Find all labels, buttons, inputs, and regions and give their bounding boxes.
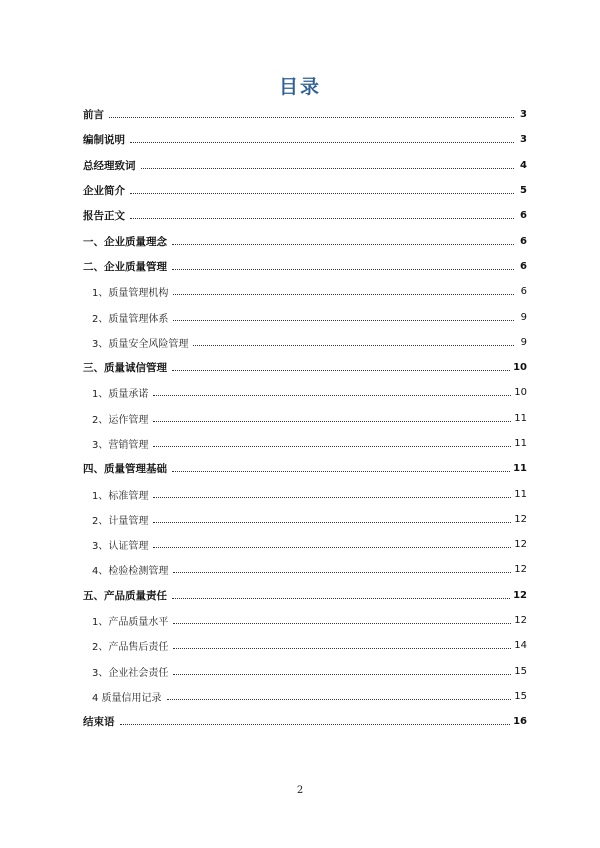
toc-entry-title: 2、计量管理: [92, 512, 150, 527]
toc-entry[interactable]: [83, 228, 527, 253]
toc-entry[interactable]: [83, 431, 527, 456]
toc-entry-page: 12: [514, 539, 527, 551]
toc-entry[interactable]: [83, 659, 527, 684]
toc-entry-title: 3、企业社会责任: [92, 664, 170, 679]
toc-entry-title: 2、运作管理: [92, 411, 150, 426]
toc-entry-title: 3、质量安全风险管理: [92, 335, 190, 350]
toc-entry-title: 1、标准管理: [92, 487, 150, 502]
toc-entry-title: 四、质量管理基础: [83, 463, 167, 476]
toc-entry-page: 3: [520, 109, 527, 121]
dot-leader: [153, 487, 511, 498]
toc-entry-page: 15: [514, 690, 527, 702]
toc-entry[interactable]: [83, 583, 527, 608]
dot-leader: [173, 664, 511, 675]
toc-entry[interactable]: [83, 456, 527, 481]
toc-entry-page: 15: [514, 665, 527, 677]
toc-entry[interactable]: [83, 178, 527, 203]
toc-entry[interactable]: [83, 709, 527, 734]
toc-entry-page: 6: [520, 235, 527, 247]
toc-entry-page: 9: [520, 311, 527, 323]
toc-entry[interactable]: [83, 279, 527, 304]
dot-leader: [153, 537, 511, 548]
page-title: 目录: [278, 76, 321, 98]
toc-entry[interactable]: [83, 127, 527, 152]
toc-entry[interactable]: [83, 153, 527, 178]
toc-entry[interactable]: [83, 102, 527, 127]
dot-leader: [193, 335, 514, 346]
dot-leader: [167, 689, 512, 700]
toc-entry-title: 1、质量承诺: [92, 385, 150, 400]
toc-entry-title: 总经理致词: [83, 159, 136, 172]
toc-entry-title: 前言: [83, 109, 104, 122]
toc-entry-page: 11: [513, 463, 527, 475]
toc-entry[interactable]: [83, 330, 527, 355]
dot-leader: [172, 360, 510, 371]
toc-entry-page: 14: [514, 640, 527, 652]
toc-entry-page: 6: [520, 286, 527, 298]
dot-leader: [153, 436, 511, 447]
toc-entry[interactable]: [83, 254, 527, 279]
toc-entry-title: 3、营销管理: [92, 436, 150, 451]
page-number: 2: [296, 785, 304, 796]
dot-leader: [153, 512, 511, 523]
toc-entry[interactable]: [83, 304, 527, 329]
toc-entry-page: 11: [514, 412, 527, 424]
toc-entry[interactable]: [83, 380, 527, 405]
toc-entry-page: 12: [514, 513, 527, 525]
toc-entry[interactable]: [83, 406, 527, 431]
toc-entry[interactable]: [83, 481, 527, 506]
toc-entry[interactable]: [83, 633, 527, 658]
toc-entry-title: 一、企业质量理念: [83, 235, 167, 248]
toc-entry-page: 3: [520, 134, 527, 146]
toc-entry-title: 报告正文: [83, 210, 125, 223]
toc-entry-page: 10: [514, 387, 527, 399]
dot-leader: [153, 411, 511, 422]
toc-entry-title: 编制说明: [83, 134, 125, 147]
toc-entry[interactable]: [83, 557, 527, 582]
toc-entry-title: 4、检验检测管理: [92, 562, 170, 577]
toc-entry-page: 11: [514, 438, 527, 449]
toc-entry-title: 企业简介: [83, 185, 125, 198]
dot-leader: [173, 284, 514, 295]
toc-entry-title: 3、认证管理: [92, 537, 150, 552]
toc-entry-page: 5: [520, 185, 527, 197]
dot-leader: [172, 588, 510, 599]
toc-entry[interactable]: [83, 608, 527, 633]
dot-leader: [141, 158, 515, 169]
toc-entry[interactable]: [83, 532, 527, 557]
toc-entry-page: 12: [513, 589, 527, 601]
dot-leader: [172, 234, 514, 245]
toc-entry-page: 10: [513, 362, 527, 374]
toc-entry[interactable]: [83, 203, 527, 228]
dot-leader: [173, 310, 514, 321]
toc-entry-title: 结束语: [83, 716, 115, 729]
dot-leader: [120, 714, 511, 725]
toc-entry-page: 6: [520, 260, 527, 272]
toc-entry-page: 11: [514, 488, 527, 500]
dot-leader: [153, 385, 511, 396]
dot-leader: [172, 461, 510, 472]
toc-entry-title: 1、产品质量水平: [92, 613, 170, 628]
dot-leader: [172, 259, 514, 270]
toc-entry-page: 9: [520, 336, 527, 348]
table-of-contents: [83, 102, 527, 734]
dot-leader: [173, 638, 511, 649]
toc-entry-title: 二、企业质量管理: [83, 260, 167, 273]
toc-entry-page: 12: [514, 564, 527, 576]
toc-entry[interactable]: [83, 355, 527, 380]
dot-leader: [130, 208, 514, 219]
toc-entry-page: 6: [520, 210, 527, 222]
toc-entry[interactable]: [83, 684, 527, 709]
toc-entry-page: 16: [513, 716, 527, 728]
toc-entry[interactable]: [83, 507, 527, 532]
toc-entry-title: 五、产品质量责任: [83, 589, 167, 602]
dot-leader: [109, 107, 514, 118]
toc-entry-title: 三、质量诚信管理: [83, 362, 167, 375]
toc-entry-title: 2、质量管理体系: [92, 310, 170, 325]
dot-leader: [173, 613, 511, 624]
toc-entry-page: 4: [520, 159, 527, 171]
dot-leader: [130, 132, 514, 143]
dot-leader: [130, 183, 514, 194]
toc-entry-title: 2、产品售后责任: [92, 638, 170, 653]
toc-entry-title: 4 质量信用记录: [92, 689, 164, 704]
toc-entry-title: 1、质量管理机构: [92, 284, 170, 299]
toc-entry-page: 12: [514, 615, 527, 627]
dot-leader: [173, 562, 511, 573]
